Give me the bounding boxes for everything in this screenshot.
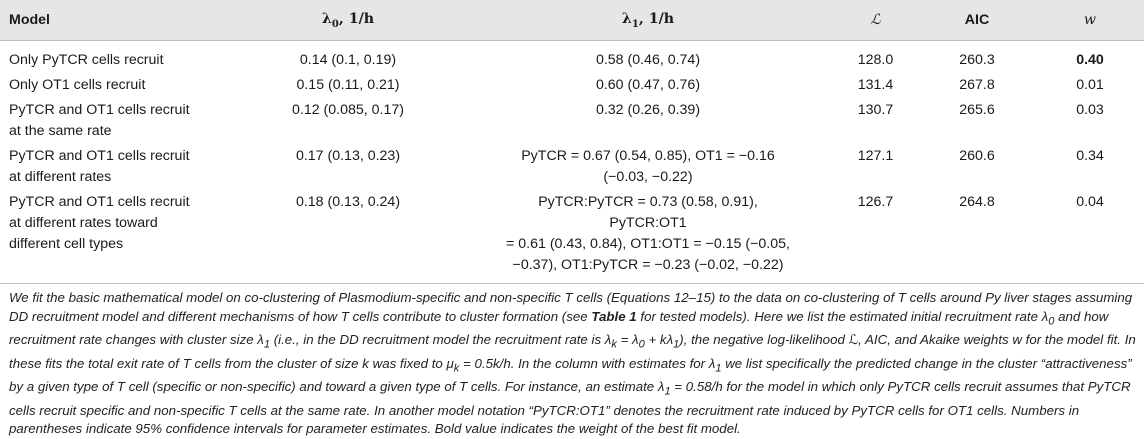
table-caption: We fit the basic mathematical model on co-clustering of Plasmodium-specific and non-specific T cells (Equations 12–15) to the data on co-clustering of T cells around Py liver stages assuming DD recruitment model and different mechanisms of how T cells contribute to cluster formation (see Table 1 for tested models). Here we list the estimated initial recruitment rate $\lambda_0$ and how recruitment rate changes with cluster size $\lambda_1$ (i.e., in the DD recruitment model the recruitment rate is $\lambda_k = \lambda_0 + k\lambda_1$), the negative log-likelihood ℒ, AIC, and Akaike weights w for the model fit. In these fits the total exit rate of T cells from the cluster of size k was fixed to $\mu_k = 0.5k/h$. In the column with estimates for $\lambda_1$ we list specifically the predicted change in the cluster “attractiveness” by a given type of T cell (specific or non-specific) and toward a given type of T cells. For instance, an estimate $\lambda_1 = 0.58/h$ for the model in which only PyTCR cells recruit assumes that PyTCR cells recruit specific and non-specific T cells at the same rate. In another model notation “PyTCR:OT1” denotes the recruitment rate induced by PyTCR cells for OT1 cells. Numbers in parentheses indicate 95% confidence intervals for parameter estimates. Bold value indicates the weight of the best fit model. <box>9 290 1136 437</box>
cell-model <box>0 144 233 190</box>
cell-lambda1 <box>463 190 833 284</box>
cell-line: −0.37), OT1:PyTCR = −0.23 (−0.02, −0.22) <box>512 257 784 273</box>
cell-weight <box>1036 41 1144 74</box>
cell-model <box>0 41 233 74</box>
cell-loglik: 127.1 <box>857 148 894 164</box>
cell-loglik: 128.0 <box>857 52 894 68</box>
table-row <box>0 41 1144 74</box>
cell-line: PyTCR and OT1 cells recruit <box>9 102 190 118</box>
cell-weight <box>1036 190 1144 284</box>
cell-line: at different rates toward <box>9 215 158 231</box>
header-loglik: ℒ <box>833 0 918 41</box>
cell-aic: 265.6 <box>959 102 995 118</box>
cell-loglik: 126.7 <box>833 190 918 284</box>
weight-value: 0.03 <box>1076 102 1104 118</box>
cell-line: at the same rate <box>9 123 112 139</box>
header-lambda1: $\lambda_1$, 1/h <box>463 0 833 41</box>
weight-value: 0.04 <box>1076 194 1104 210</box>
table-row <box>0 144 1144 190</box>
table-row <box>0 73 1144 98</box>
cell-loglik: 131.4 <box>857 77 894 93</box>
cell-aic: 264.8 <box>918 190 1036 284</box>
cell-line: PyTCR and OT1 cells recruit <box>9 194 190 210</box>
cell-lambda0: 0.14 (0.1, 0.19) <box>299 52 397 68</box>
table-reference-link[interactable]: Table 1 <box>591 308 637 324</box>
table-header-row <box>0 0 1144 41</box>
cell-line: PyTCR = 0.67 (0.54, 0.85), OT1 = −0.16 <box>521 148 775 164</box>
table-body <box>0 41 1144 284</box>
header-weight: w <box>1036 0 1144 41</box>
cell-model <box>0 73 233 98</box>
cell-aic: 260.6 <box>959 148 995 164</box>
cell-lambda1 <box>463 144 833 190</box>
best-weight-value: 0.40 <box>1076 52 1104 68</box>
cell-line: (−0.03, −0.22) <box>603 169 693 185</box>
cell-line: PyTCR and OT1 cells recruit <box>9 148 190 164</box>
cell-model <box>0 98 233 144</box>
cell-line: 0.32 (0.26, 0.39) <box>595 102 701 118</box>
cell-lambda0: 0.15 (0.11, 0.21) <box>296 77 400 93</box>
cell-line: = 0.61 (0.43, 0.84), OT1:OT1 = −0.15 (−0.05, <box>506 236 790 252</box>
cell-line: Only OT1 cells recruit <box>9 77 146 93</box>
cell-line: 0.58 (0.46, 0.74) <box>595 52 701 68</box>
cell-line: different cell types <box>9 236 124 252</box>
cell-weight <box>1036 73 1144 98</box>
cell-line: Only PyTCR cells recruit <box>9 52 164 68</box>
cell-model <box>0 190 233 284</box>
cell-line: PyTCR:PyTCR = 0.73 (0.58, 0.91), PyTCR:OT1 <box>538 194 758 231</box>
cell-lambda1 <box>463 73 833 98</box>
cell-loglik: 130.7 <box>857 102 894 118</box>
table-row <box>0 190 1144 284</box>
weight-value: 0.01 <box>1076 77 1104 93</box>
cell-lambda1 <box>463 41 833 74</box>
cell-weight <box>1036 98 1144 144</box>
cell-line: at different rates <box>9 169 112 185</box>
cell-weight <box>1036 144 1144 190</box>
cell-lambda0: 0.12 (0.085, 0.17) <box>291 102 404 118</box>
table-row <box>0 98 1144 144</box>
weight-value: 0.34 <box>1076 148 1104 164</box>
cell-lambda0: 0.17 (0.13, 0.23) <box>295 148 401 164</box>
cell-aic: 260.3 <box>959 52 995 68</box>
cell-lambda1 <box>463 98 833 144</box>
cell-aic: 267.8 <box>959 77 995 93</box>
header-aic: AIC <box>918 0 1036 41</box>
header-model: Model <box>0 0 233 41</box>
cell-lambda0: 0.18 (0.13, 0.24) <box>233 190 463 284</box>
cell-line: 0.60 (0.47, 0.76) <box>595 77 701 93</box>
header-lambda0: $\lambda_0$, 1/h <box>233 0 463 41</box>
